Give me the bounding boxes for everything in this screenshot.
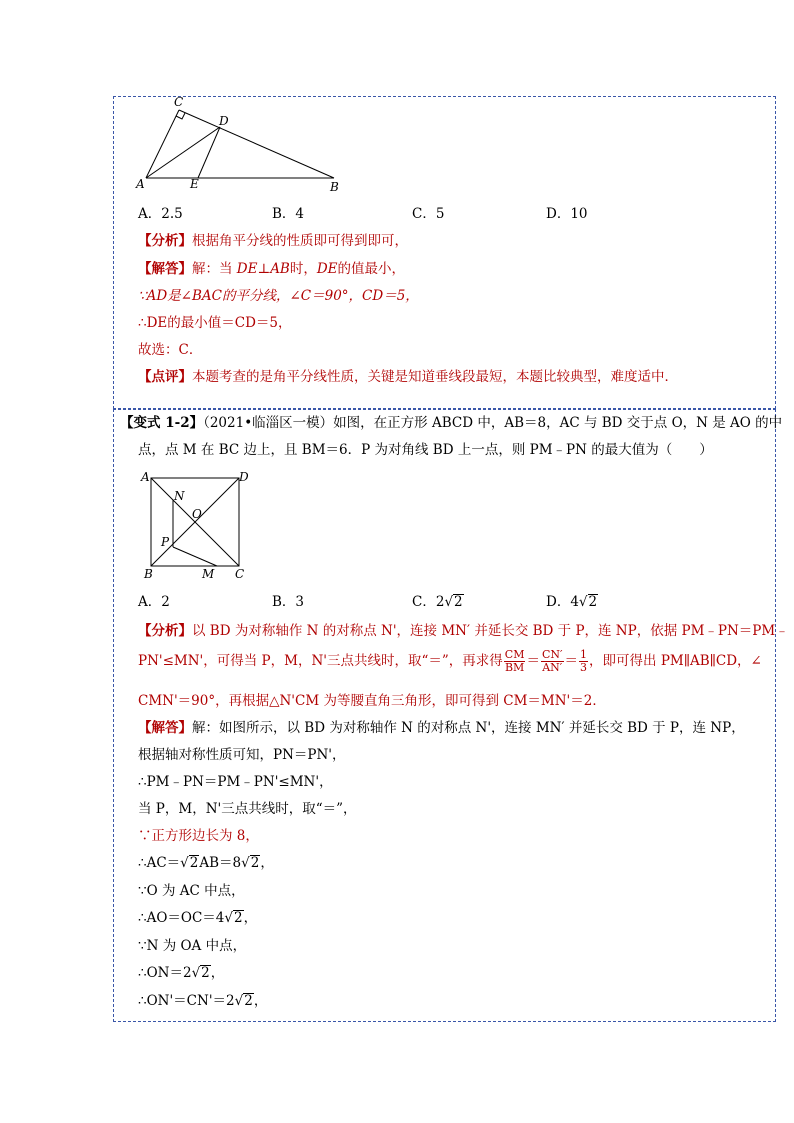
option-d: D．4√2 bbox=[546, 594, 598, 610]
q1-solution-line3: ∴DE的最小值＝CD＝5， bbox=[138, 315, 292, 331]
label-b: B bbox=[330, 180, 339, 194]
q2-solution-line7: ∵O 为 AC 中点， bbox=[138, 883, 245, 899]
q2-solution-line11: ∴ON'＝CN'＝2√2， bbox=[138, 993, 268, 1009]
label-p: P bbox=[161, 535, 170, 549]
q2-solution-line5: ∵正方形边长为 8， bbox=[138, 828, 259, 844]
option-d: D．10 bbox=[546, 206, 588, 222]
line-pm bbox=[173, 547, 217, 566]
q2-analysis-line3: CMN'＝90°，再根据△N'CM 为等腰直角三角形，即可得到 CM＝MN'＝2． bbox=[138, 693, 606, 709]
option-a: A．2.5 bbox=[138, 206, 183, 222]
q2-header-line1: 【变式 1-2】（2021•临淄区一模）如图，在正方形 ABCD 中，AB＝8，AC 与 BD 交于点 O，N 是 AO 的中 bbox=[120, 415, 783, 431]
q2-solution-line4: 当 P，M，N'三点共线时，取“＝”， bbox=[138, 801, 357, 817]
q2-header-line2: 点，点 M 在 BC 边上，且 BM＝6．P 为对角线 BD 上一点，则 PM﹣PN 的最大值为（ ） bbox=[138, 442, 713, 458]
option-c: C．2√2 bbox=[412, 594, 463, 610]
label-a: A bbox=[136, 177, 145, 191]
fraction-cm-bm: $\frac{CM}{BM}$ bbox=[504, 648, 525, 674]
q2-solution-line3: ∴PM﹣PN＝PM﹣PN'≤MN'， bbox=[138, 774, 333, 790]
q2-analysis-line1: 【分析】以 BD 为对称轴作 N 的对称点 N'，连接 MN′ 并延长交 BD 于 P，连 NP，依据 PM﹣PN＝PM﹣ bbox=[138, 623, 789, 639]
q2-solution-line2: 根据轴对称性质可知，PN＝PN'， bbox=[138, 747, 346, 763]
option-b: B．3 bbox=[272, 594, 305, 610]
label-d: D bbox=[219, 114, 229, 128]
q2-solution-line10: ∴ON＝2√2， bbox=[138, 965, 225, 981]
label-n: N bbox=[174, 489, 185, 503]
label-a: A bbox=[141, 470, 150, 484]
label-o: O bbox=[192, 507, 202, 521]
label-d: D bbox=[239, 470, 249, 484]
q2-solution-line6: ∴AC＝√2AB＝8√2， bbox=[138, 855, 274, 871]
q2-solution-line9: ∵N 为 OA 中点， bbox=[138, 938, 247, 954]
square-figure bbox=[138, 466, 258, 584]
line-ac bbox=[146, 110, 179, 178]
q1-solution-line4: 故选：C． bbox=[138, 342, 203, 358]
q2-solution-line8: ∴AO＝OC＝4√2， bbox=[138, 910, 258, 926]
label-b: B bbox=[144, 567, 153, 581]
triangle-figure bbox=[130, 94, 350, 196]
fraction-one-third: $\frac{1}{3}$ bbox=[580, 648, 588, 674]
label-c: C bbox=[235, 567, 245, 581]
label-c: C bbox=[174, 95, 184, 109]
q1-solution-line2: ∵AD是∠BAC的平分线，∠C＝90°，CD＝5， bbox=[138, 288, 419, 304]
q1-comment: 【点评】本题考查的是角平分线性质，关键是知道垂线段最短，本题比较典型，难度适中． bbox=[138, 369, 678, 385]
option-a: A．2 bbox=[138, 594, 170, 610]
option-c: C．5 bbox=[412, 206, 445, 222]
q1-analysis: 【分析】根据角平分线的性质即可得到即可， bbox=[138, 233, 408, 249]
q2-analysis-line2: PN'≤MN'，可得当 P，M，N'三点共线时，取“＝”，再求得 $\frac{CM}{BM}$ ＝ $\frac{CN'}{AN'}$ ＝ $\frac{1}{3}$ ，即可得出 PM∥AB∥CD，∠ bbox=[138, 648, 762, 674]
q2-solution-line1: 【解答】解：如图所示，以 BD 为对称轴作 N 的对称点 N'，连接 MN′ 并延长交 BD 于 P，连 NP， bbox=[138, 720, 745, 736]
label-m: M bbox=[202, 567, 215, 581]
option-b: B．4 bbox=[272, 206, 305, 222]
label-e: E bbox=[190, 177, 199, 191]
q1-solution-line1: 【解答】解：当 DE⊥AB时，DE的值最小， bbox=[138, 261, 406, 277]
fraction-cn-an: $\frac{CN'}{AN'}$ bbox=[541, 648, 563, 674]
